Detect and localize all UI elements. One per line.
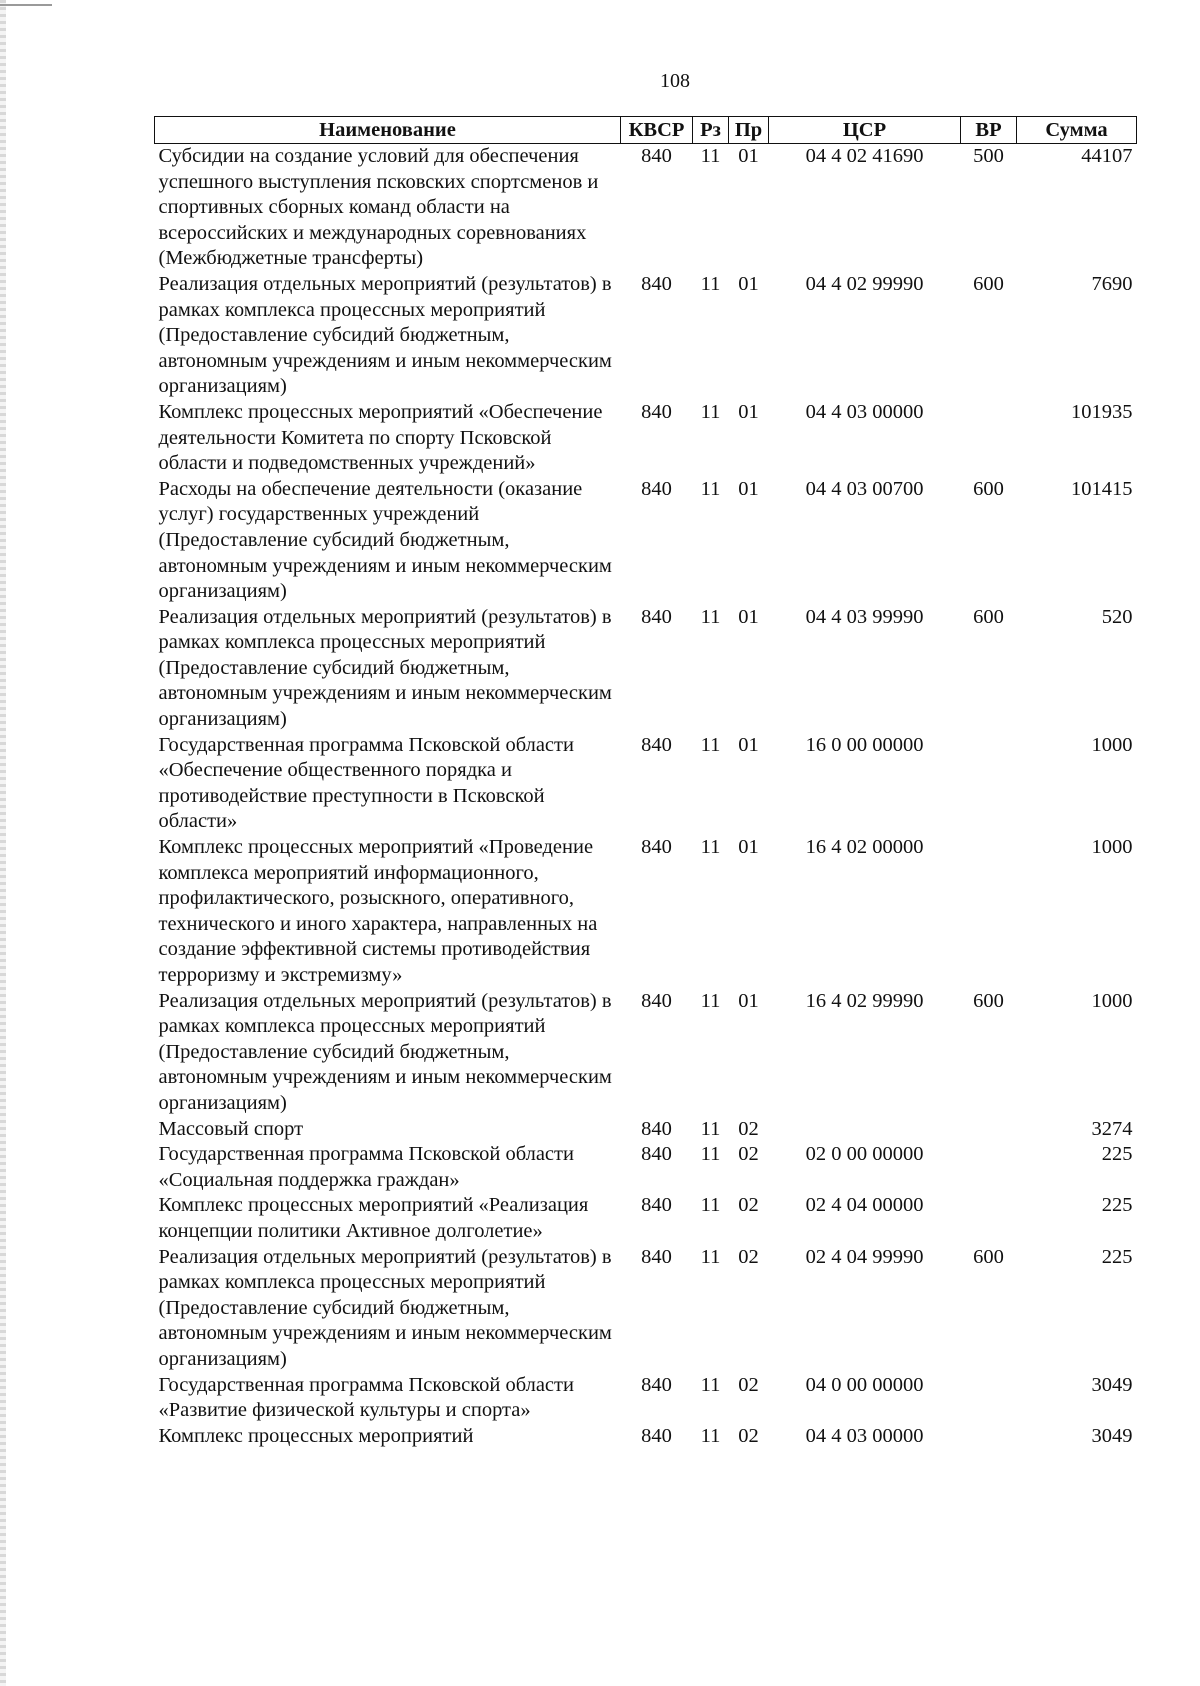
cell-vr (961, 1193, 1017, 1244)
cell-sum: 225 (1101, 1143, 1133, 1166)
cell-kvsr: 840 (641, 1424, 672, 1447)
cell-csr: 04 4 02 41690 (805, 145, 924, 167)
cell-vr: 500 (973, 145, 1004, 167)
cell-kvsr: 840 (641, 733, 672, 756)
table-row (155, 1245, 1137, 1373)
cell-kvsr: 840 (641, 1143, 672, 1166)
cell-pr: 01 (738, 989, 759, 1012)
cell-sum: 3049 (1091, 1424, 1133, 1447)
cell-name: Реализация отдельных мероприятий (результатов) в рамках комплекса процессных мероприятий (Предоставление субсидий бюджетным, автономным учреждениям и иным некоммерческим организациям) (158, 989, 612, 1114)
table-row (155, 477, 1137, 605)
cell-name: Комплекс процессных мероприятий «Реализация концепции политики Активное долголетие» (158, 1194, 589, 1242)
cell-name: Реализация отдельных мероприятий (результатов) в рамках комплекса процессных мероприятий (Предоставление субсидий бюджетным, автономным учреждениям и иным некоммерческим организациям) (158, 1245, 612, 1370)
cell-csr: 16 4 02 00000 (805, 836, 924, 859)
cell-name: Комплекс процессных мероприятий «Обеспечение деятельности Комитета по спорту Псковской области и подведомственных учреждений» (158, 400, 603, 475)
cell-rz: 11 (700, 733, 721, 756)
cell-sum: 101415 (1071, 477, 1133, 500)
table-row (155, 989, 1137, 1117)
cell-kvsr: 840 (641, 1117, 672, 1140)
cell-rz: 11 (700, 836, 721, 859)
cell-csr: 16 0 00 00000 (805, 733, 924, 756)
cell-vr (961, 1424, 1017, 1450)
cell-name: Комплекс процессных мероприятий (158, 1424, 474, 1447)
cell-name: Государственная программа Псковской области «Развитие физической культуры и спорта» (158, 1373, 574, 1422)
column-header-sum: Сумма (1017, 117, 1137, 144)
cell-vr (961, 1142, 1017, 1193)
table-row (155, 1373, 1137, 1424)
cell-vr (961, 400, 1017, 477)
table-row (155, 144, 1137, 272)
scan-mark (0, 4, 52, 6)
cell-kvsr: 840 (641, 145, 672, 167)
cell-csr: 04 4 03 00000 (805, 1424, 924, 1447)
cell-kvsr: 840 (641, 836, 672, 859)
cell-rz: 11 (700, 1194, 721, 1217)
cell-name: Государственная программа Псковской области «Обеспечение общественного порядка и противодействие преступности в Псковской области» (158, 733, 574, 833)
table-row (155, 400, 1137, 477)
cell-kvsr: 840 (641, 477, 672, 500)
column-header-name: Наименование (155, 117, 621, 144)
cell-pr: 01 (738, 605, 759, 628)
cell-pr: 01 (738, 836, 759, 859)
cell-kvsr: 840 (641, 1373, 672, 1396)
cell-csr: 04 4 03 00700 (805, 477, 924, 500)
table-row (155, 1117, 1137, 1143)
cell-kvsr: 840 (641, 272, 672, 295)
table-row (155, 272, 1137, 400)
cell-rz: 11 (700, 145, 721, 167)
cell-pr: 02 (738, 1245, 759, 1268)
cell-rz: 11 (700, 1117, 721, 1140)
cell-sum: 1000 (1091, 989, 1133, 1012)
column-header-kvsr: КВСР (621, 117, 693, 144)
cell-rz: 11 (700, 400, 721, 423)
cell-pr: 01 (738, 145, 759, 167)
cell-sum: 225 (1101, 1245, 1133, 1268)
cell-name: Реализация отдельных мероприятий (результатов) в рамках комплекса процессных мероприятий (Предоставление субсидий бюджетным, автономным учреждениям и иным некоммерческим организациям) (158, 605, 612, 731)
cell-rz: 11 (700, 272, 721, 295)
table-row (155, 835, 1137, 989)
cell-kvsr: 840 (641, 989, 672, 1012)
cell-csr: 04 4 03 99990 (805, 605, 924, 628)
cell-rz: 11 (700, 477, 721, 500)
scan-edge (0, 0, 6, 1686)
cell-pr: 01 (738, 400, 759, 423)
table-row (155, 605, 1137, 733)
cell-name: Массовый спорт (158, 1117, 304, 1140)
cell-sum: 1000 (1091, 733, 1133, 756)
table-row (155, 733, 1137, 835)
cell-sum: 520 (1101, 605, 1133, 628)
cell-csr (769, 1117, 961, 1143)
cell-rz: 11 (700, 1143, 721, 1166)
cell-vr: 600 (973, 989, 1004, 1012)
cell-kvsr: 840 (641, 400, 672, 423)
cell-name: Комплекс процессных мероприятий «Проведение комплекса мероприятий информационного, профилактического, розыскного, оперативного, технического и иного характера, направленных на создание эффективной системы противодействия терроризму и экстремизму» (158, 836, 598, 986)
cell-vr (961, 1373, 1017, 1424)
cell-sum: 44107 (1081, 145, 1133, 167)
cell-vr: 600 (973, 477, 1004, 500)
cell-vr: 600 (973, 605, 1004, 628)
table-row (155, 1142, 1137, 1193)
cell-pr: 02 (738, 1117, 759, 1140)
cell-pr: 01 (738, 272, 759, 295)
cell-kvsr: 840 (641, 605, 672, 628)
cell-csr: 04 4 02 99990 (805, 272, 924, 295)
cell-rz: 11 (700, 1424, 721, 1447)
table-body (155, 144, 1137, 1450)
cell-pr: 02 (738, 1194, 759, 1217)
cell-rz: 11 (700, 1373, 721, 1396)
cell-csr: 16 4 02 99990 (805, 989, 924, 1012)
cell-vr (961, 1117, 1017, 1143)
column-header-pr: Пр (729, 117, 769, 144)
cell-csr: 02 0 00 00000 (805, 1143, 924, 1166)
cell-name: Субсидии на создание условий для обеспечения успешного выступления псковских спортсменов и спортивных сборных команд области на всероссийских и международных соревнованиях (Межбюджетные трансферты) (158, 145, 599, 270)
cell-name: Государственная программа Псковской области «Социальная поддержка граждан» (158, 1143, 574, 1191)
cell-kvsr: 840 (641, 1194, 672, 1217)
cell-pr: 02 (738, 1373, 759, 1396)
cell-sum: 3049 (1091, 1373, 1133, 1396)
table-row (155, 1193, 1137, 1244)
cell-rz: 11 (700, 1245, 721, 1268)
column-header-vr: ВР (961, 117, 1017, 144)
cell-sum: 1000 (1091, 836, 1133, 859)
cell-pr: 02 (738, 1143, 759, 1166)
cell-sum: 225 (1101, 1194, 1133, 1217)
page-number: 108 (660, 70, 690, 92)
cell-csr: 02 4 04 99990 (805, 1245, 924, 1268)
cell-sum: 3274 (1091, 1117, 1133, 1140)
cell-csr: 04 4 03 00000 (805, 400, 924, 423)
cell-name: Реализация отдельных мероприятий (результатов) в рамках комплекса процессных мероприятий (Предоставление субсидий бюджетным, автономным учреждениям и иным некоммерческим организациям) (158, 272, 612, 398)
cell-sum: 101935 (1071, 400, 1133, 423)
budget-table (154, 116, 1137, 1449)
cell-pr: 01 (738, 733, 759, 756)
cell-csr: 02 4 04 00000 (805, 1194, 924, 1217)
column-header-rz: Рз (693, 117, 729, 144)
cell-pr: 01 (738, 477, 759, 500)
cell-pr: 02 (738, 1424, 759, 1447)
column-header-csr: ЦСР (769, 117, 961, 144)
cell-name: Расходы на обеспечение деятельности (оказание услуг) государственных учреждений (Предоставление субсидий бюджетным, автономным учреждениям и иным некоммерческим организациям) (158, 477, 612, 603)
table-header-row (155, 117, 1137, 144)
cell-rz: 11 (700, 605, 721, 628)
cell-vr (961, 835, 1017, 989)
cell-csr: 04 0 00 00000 (805, 1373, 924, 1396)
table-row (155, 1424, 1137, 1450)
cell-rz: 11 (700, 989, 721, 1012)
cell-sum: 7690 (1091, 272, 1133, 295)
cell-vr: 600 (973, 1245, 1004, 1268)
cell-kvsr: 840 (641, 1245, 672, 1268)
cell-vr: 600 (973, 272, 1004, 295)
cell-vr (961, 733, 1017, 835)
